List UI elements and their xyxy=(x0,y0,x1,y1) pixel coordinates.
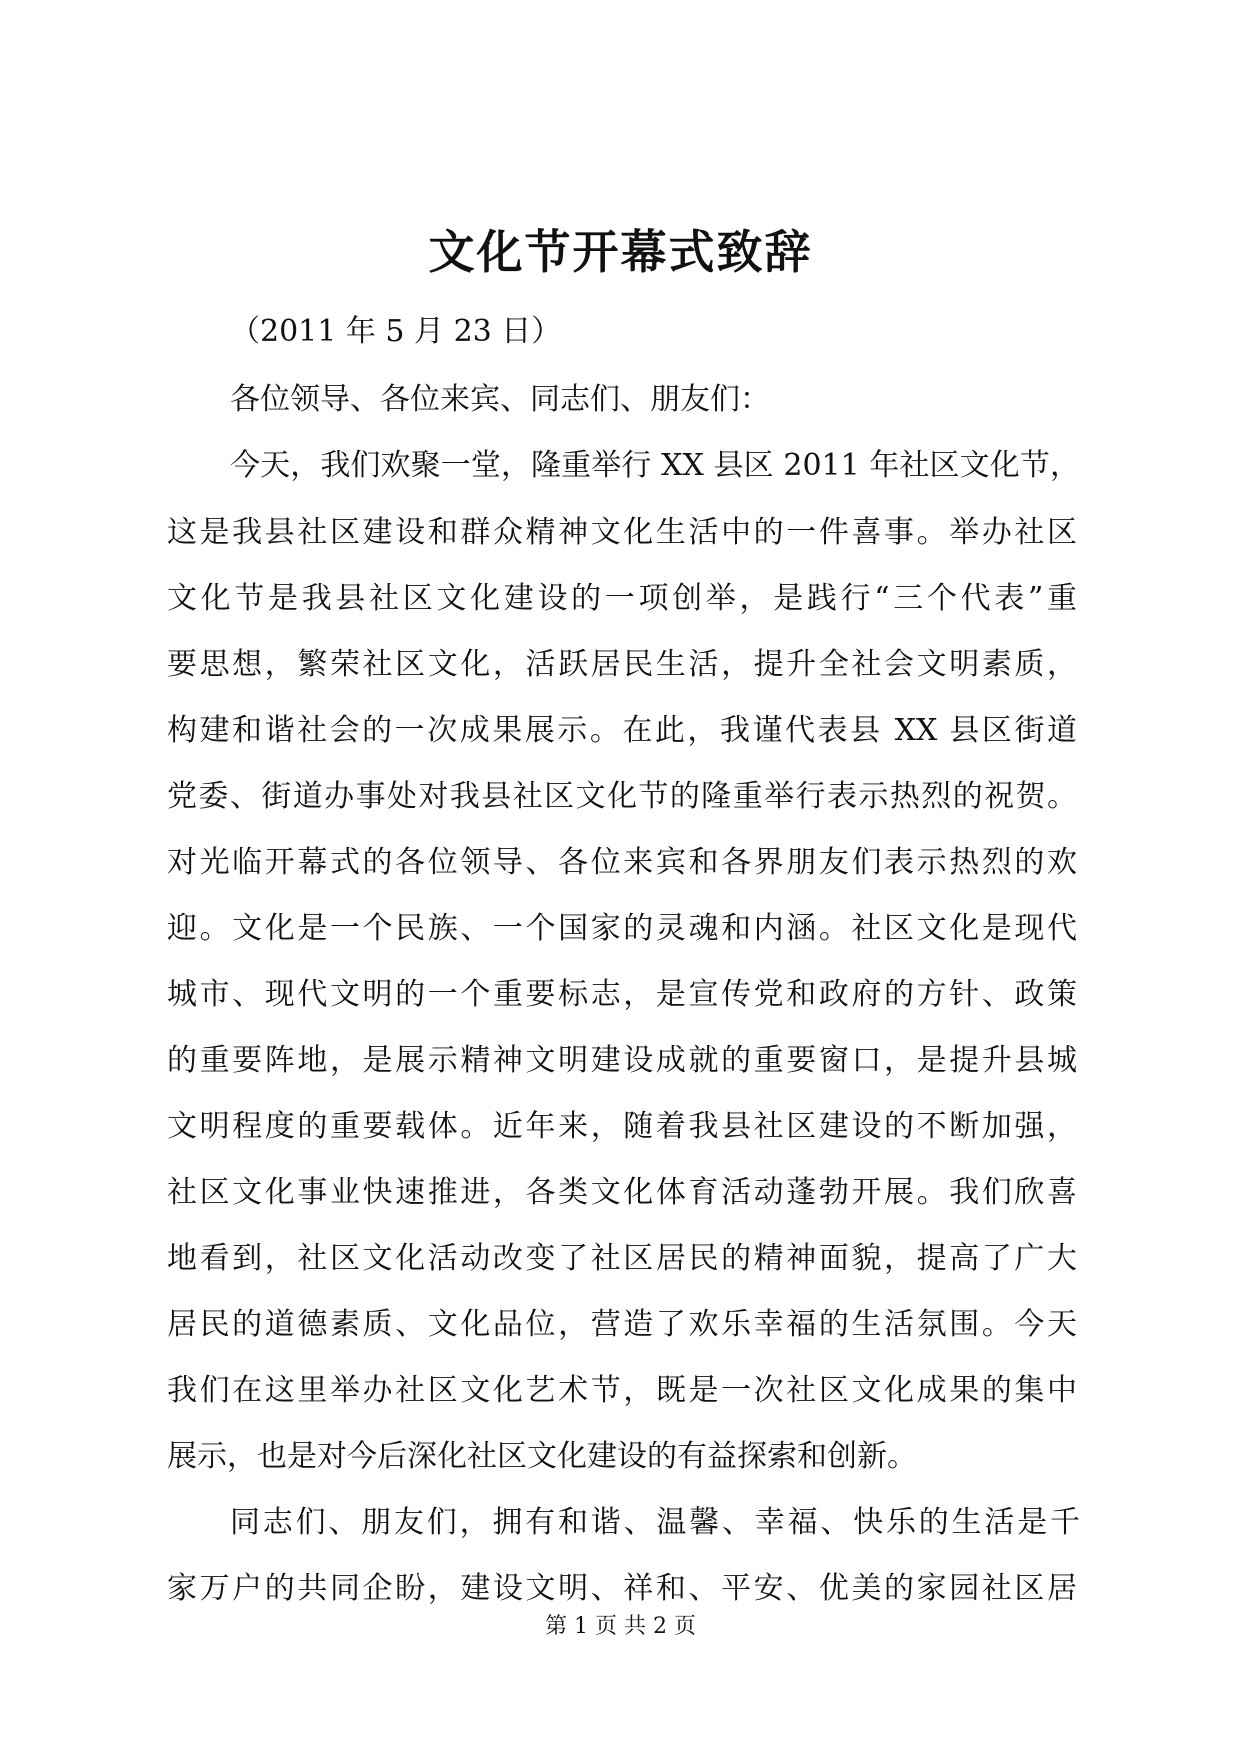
paragraph-line: 要思想，繁荣社区文化，活跃居民生活，提升全社会文明素质， xyxy=(167,647,1077,682)
page-footer: 第 1 页 共 2 页 xyxy=(545,1614,696,1639)
paragraph-line: 家万户的共同企盼，建设文明、祥和、平安、优美的家园社区居 xyxy=(167,1571,1077,1606)
paragraph-line: 文化节是我县社区文化建设的一项创举，是践行“三个代表”重 xyxy=(167,581,1077,616)
paragraph-line: 居民的道德素质、文化品位，营造了欢乐幸福的生活氛围。今天 xyxy=(167,1307,1077,1342)
paragraph-line: 这是我县社区建设和群众精神文化生活中的一件喜事。举办社区 xyxy=(167,515,1077,550)
paragraph-line: 今天，我们欢聚一堂，隆重举行 XX 县区 2011 年社区文化节， xyxy=(230,448,1080,483)
paragraph-line: 展示，也是对今后深化社区文化建设的有益探索和创新。 xyxy=(167,1439,917,1474)
paragraph-line: 对光临开幕式的各位领导、各位来宾和各界朋友们表示热烈的欢 xyxy=(167,845,1077,880)
paragraph-line: 文明程度的重要载体。近年来，随着我县社区建设的不断加强， xyxy=(167,1109,1077,1144)
salutation: 各位领导、各位来宾、同志们、朋友们： xyxy=(230,382,770,417)
date-line: （2011 年 5 月 23 日） xyxy=(230,314,562,349)
paragraph-line: 迎。文化是一个民族、一个国家的灵魂和内涵。社区文化是现代 xyxy=(167,911,1077,946)
paragraph-line: 构建和谐社会的一次成果展示。在此，我谨代表县 XX 县区街道 xyxy=(167,713,1077,748)
paragraph-line: 社区文化事业快速推进，各类文化体育活动蓬勃开展。我们欣喜 xyxy=(167,1175,1077,1210)
paragraph-line: 的重要阵地，是展示精神文明建设成就的重要窗口，是提升县城 xyxy=(167,1043,1077,1078)
document-title: 文化节开幕式致辞 xyxy=(428,225,813,279)
paragraph-line: 地看到，社区文化活动改变了社区居民的精神面貌，提高了广大 xyxy=(167,1241,1077,1276)
paragraph-line: 我们在这里举办社区文化艺术节，既是一次社区文化成果的集中 xyxy=(167,1373,1077,1408)
paragraph-line: 城市、现代文明的一个重要标志，是宣传党和政府的方针、政策 xyxy=(167,977,1077,1012)
paragraph-line: 党委、街道办事处对我县社区文化节的隆重举行表示热烈的祝贺。 xyxy=(167,779,1077,814)
paragraph-line: 同志们、朋友们，拥有和谐、温馨、幸福、快乐的生活是千 xyxy=(230,1505,1080,1540)
